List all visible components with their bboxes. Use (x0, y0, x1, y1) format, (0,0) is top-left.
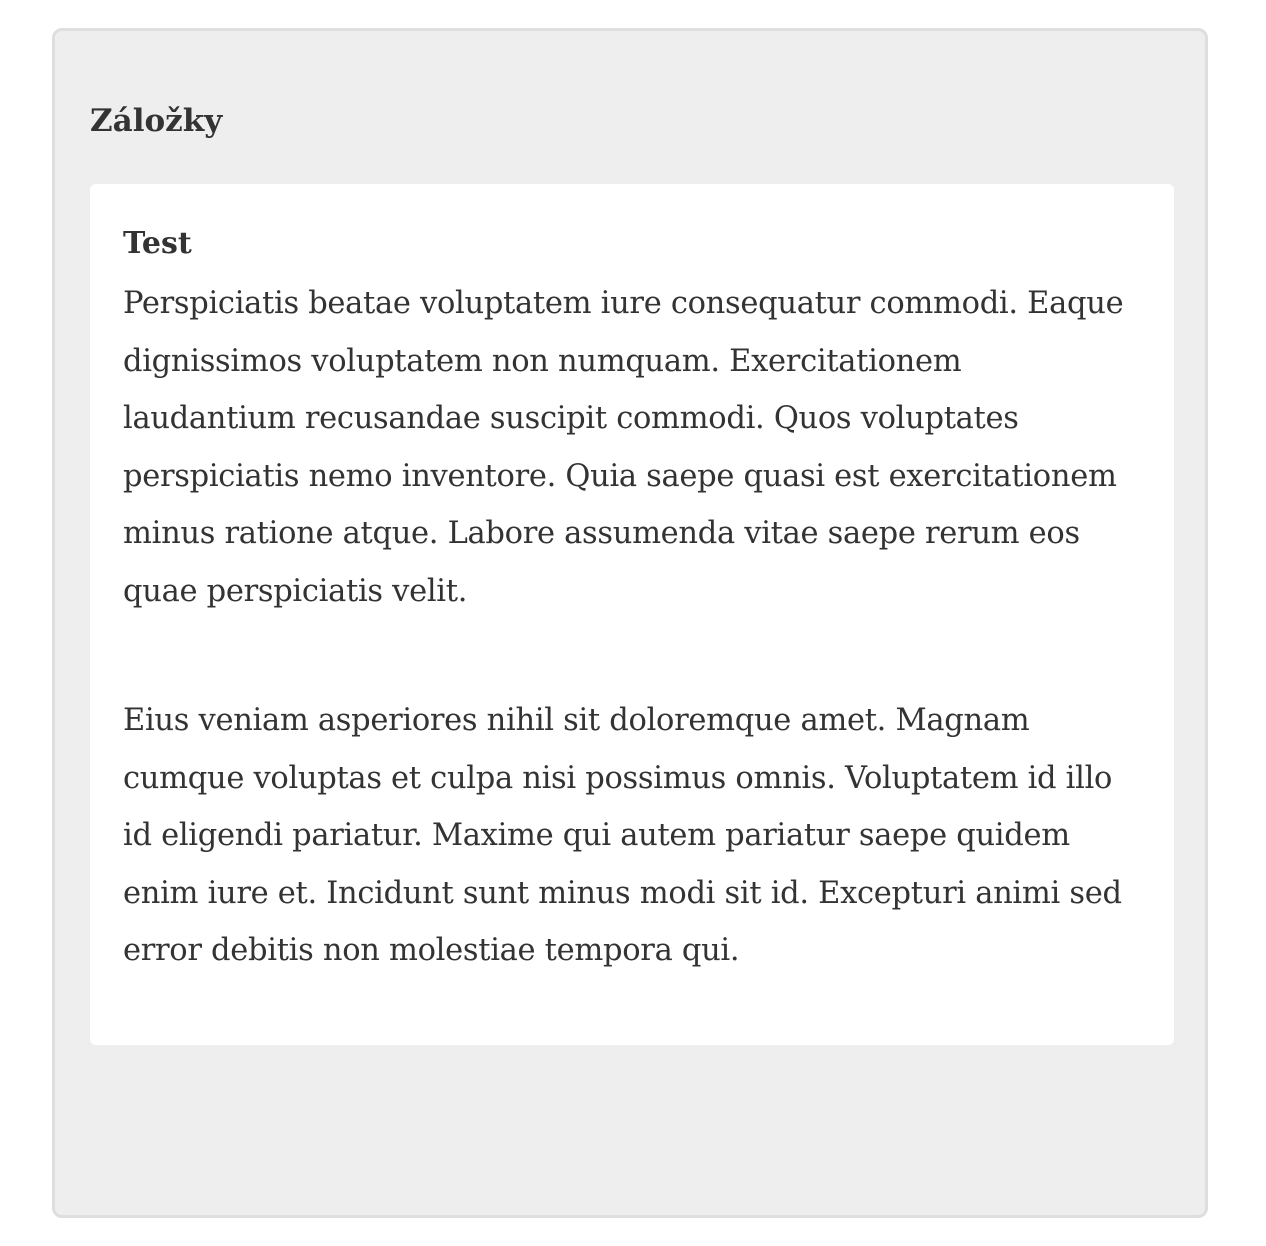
bookmarks-panel (52, 28, 1208, 1218)
bookmark-title: Test (123, 226, 192, 261)
panel-title: Záložky (90, 103, 223, 139)
bookmark-paragraph: Perspiciatis beatae voluptatem iure consequatur commodi. Eaque dignissimos voluptatem non numquam. Exercitationem laudantium recusandae suscipit commodi. Quos voluptates perspiciatis nemo inventore. Quia saepe quasi est exercitationem minus ratione atque. Labore assumenda vitae saepe rerum eos quae perspiciatis velit. (123, 286, 1124, 609)
bookmark-card (90, 184, 1174, 1045)
bookmark-paragraph: Eius veniam asperiores nihil sit doloremque amet. Magnam cumque voluptas et culpa nisi possimus omnis. Voluptatem id illo id eligendi pariatur. Maxime qui autem pariatur saepe quidem enim iure et. Incidunt sunt minus modi sit id. Excepturi animi sed error debitis non molestiae tempora qui. (123, 703, 1122, 968)
